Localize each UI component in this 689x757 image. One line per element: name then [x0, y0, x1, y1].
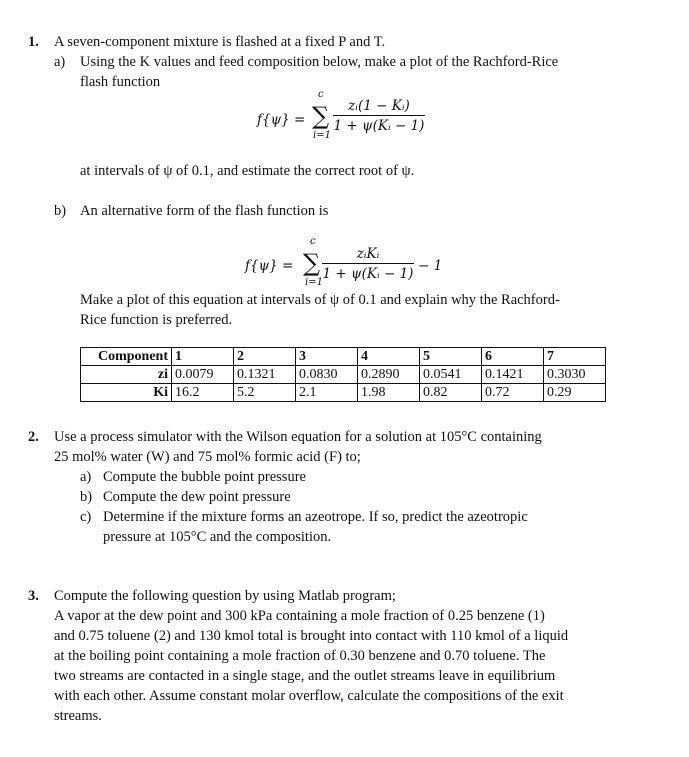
eq1-numerator: zᵢ(1 − Kᵢ): [348, 98, 410, 114]
summation-symbol: ∑: [312, 102, 330, 130]
header-label: Component: [81, 348, 172, 366]
q2a-label: a): [80, 469, 92, 485]
q3-body-line: streams.: [54, 708, 102, 724]
table-cell: 1.98: [358, 384, 420, 402]
q2a-text: Compute the bubble point pressure: [103, 469, 306, 485]
q3-body-line: two streams are contacted in a single stage, and the outlet streams leave in equilibrium: [54, 668, 556, 684]
q1b-line-1: An alternative form of the flash function is: [80, 203, 329, 219]
table-row: [81, 384, 606, 402]
q2c-text-2: pressure at 105°C and the composition.: [103, 529, 332, 545]
q2-line-2: 25 mol% water (W) and 75 mol% formic acid (F) to;: [54, 449, 361, 465]
table-cell: 0.2890: [358, 366, 420, 384]
eq1-fraction: [333, 96, 425, 136]
table-cell: 7: [544, 348, 606, 366]
q1a-after: at intervals of ψ of 0.1, and estimate the correct root of ψ.: [80, 163, 415, 179]
row-label-ki: Ki: [81, 384, 172, 402]
eq2-denominator: 1 + ψ(Kᵢ − 1): [322, 266, 414, 282]
q1a-line-1: Using the K values and feed composition below, make a plot of the Rachford-Rice: [80, 54, 559, 70]
table-cell: 0.29: [544, 384, 606, 402]
k-values-table: [80, 347, 606, 402]
q3-body-line: with each other. Assume constant molar overflow, calculate the compositions of the exit: [54, 688, 564, 704]
eq2-numerator: zᵢKᵢ: [356, 246, 380, 262]
eq1-lhs: f{ψ} =: [257, 112, 306, 128]
table-cell: 1: [172, 348, 234, 366]
eq1-sum-upper: c: [318, 89, 324, 100]
table-cell: 3: [296, 348, 358, 366]
eq2-sum-lower: i=1: [305, 277, 323, 288]
eq1-sum-lower: i=1: [313, 130, 331, 141]
q3-body-line: at the boiling point containing a mole fraction of 0.30 benzene and 0.70 toluene. The: [54, 648, 546, 664]
table-cell: 0.1321: [234, 366, 296, 384]
q3-line-1: Compute the following question by using Matlab program;: [54, 588, 396, 604]
table-cell: 0.1421: [482, 366, 544, 384]
q3-body-line: and 0.75 toluene (2) and 130 kmol total is brought into contact with 110 kmol of a liquid: [54, 628, 569, 644]
q2b-text: Compute the dew point pressure: [103, 489, 291, 505]
table-cell: 0.82: [420, 384, 482, 402]
table-cell: 0.3030: [544, 366, 606, 384]
question-2-number: 2.: [28, 429, 39, 445]
table-cell: 0.0541: [420, 366, 482, 384]
question-1-text: A seven-component mixture is flashed at a fixed P and T.: [54, 34, 386, 50]
table-row: [81, 348, 606, 366]
row-label-zi: zi: [81, 366, 172, 384]
q1b-after-1: Make a plot of this equation at intervals of ψ of 0.1 and explain why the Rachford-: [80, 292, 560, 308]
table-cell: 0.0830: [296, 366, 358, 384]
q2-line-1: Use a process simulator with the Wilson equation for a solution at 105°C containing: [54, 429, 542, 445]
q2b-label: b): [80, 489, 93, 505]
q1b-label: b): [54, 203, 67, 219]
table-cell: 5.2: [234, 384, 296, 402]
table-row: [81, 366, 606, 384]
eq2-lhs: f{ψ} =: [245, 258, 294, 274]
q2c-label: c): [80, 509, 92, 525]
table-cell: 0.0079: [172, 366, 234, 384]
table-cell: 2: [234, 348, 296, 366]
question-3-number: 3.: [28, 588, 39, 604]
eq1-denominator: 1 + ψ(Kᵢ − 1): [333, 118, 425, 134]
eq2-tail: − 1: [418, 258, 443, 274]
q2c-text: Determine if the mixture forms an azeotrope. If so, predict the azeotropic: [103, 509, 528, 525]
q1a-line-2: flash function: [80, 74, 161, 90]
table-cell: 5: [420, 348, 482, 366]
eq2-sum-upper: c: [310, 236, 316, 247]
table-cell: 4: [358, 348, 420, 366]
table-cell: 16.2: [172, 384, 234, 402]
q1a-label: a): [54, 54, 66, 70]
table-cell: 2.1: [296, 384, 358, 402]
q3-body-line: A vapor at the dew point and 300 kPa containing a mole fraction of 0.25 benzene (1): [54, 608, 545, 624]
summation-symbol: ∑: [303, 249, 321, 277]
eq2-fraction: [322, 244, 414, 284]
question-1-number: 1.: [28, 34, 39, 50]
table-cell: 0.72: [482, 384, 544, 402]
table-cell: 6: [482, 348, 544, 366]
q1b-after-2: Rice function is preferred.: [80, 312, 233, 328]
